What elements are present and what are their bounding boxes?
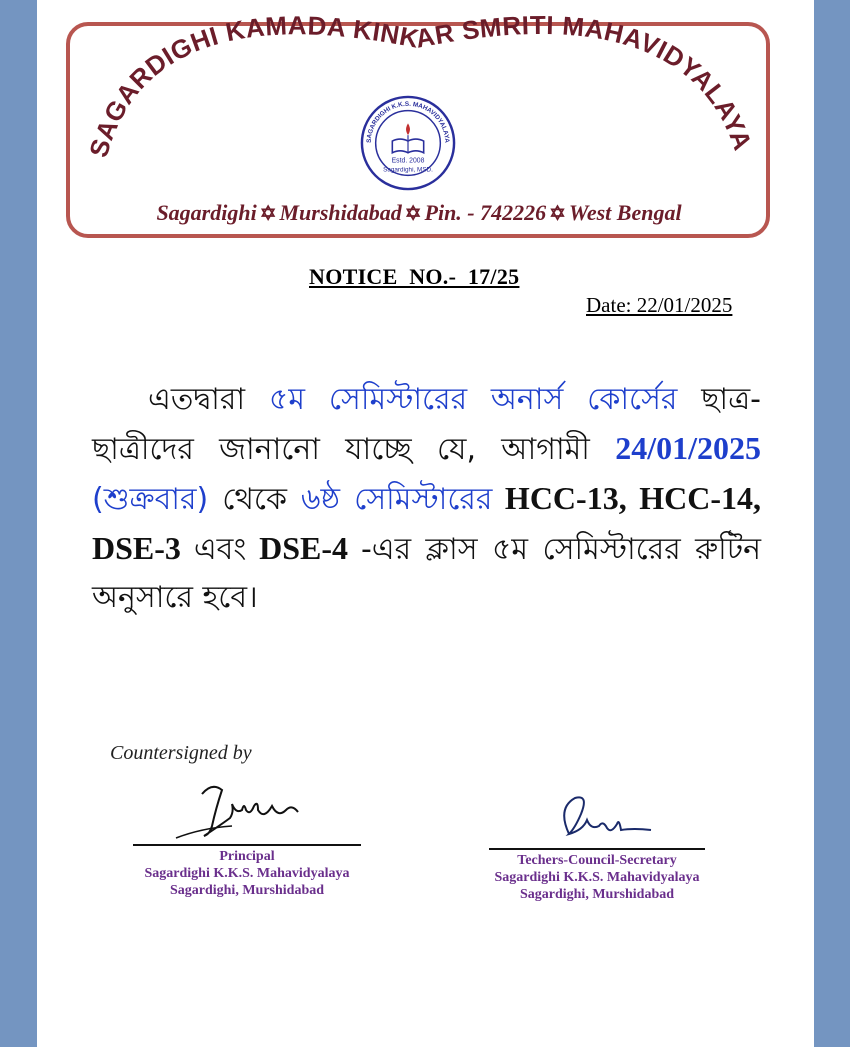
seal-ring-text: SAGARDIGHI K.K.S. MAHAVIDYALAYA bbox=[365, 100, 451, 144]
notice-number: NOTICE NO.- 17/25 bbox=[309, 264, 520, 289]
principal-signature bbox=[172, 778, 312, 842]
body-highlight: ৬ষ্ঠ সেমিস্টারের bbox=[301, 482, 493, 517]
notice-date: Date: 22/01/2025 bbox=[586, 293, 733, 317]
address-district: Murshidabad bbox=[279, 200, 402, 225]
body-part: থেকে bbox=[208, 482, 302, 517]
body-papers: DSE-4 bbox=[246, 530, 361, 566]
college-address bbox=[67, 200, 771, 226]
body-part: -এর ক্লাস ৫ম সেমিস্টারের রুটিন অনুসারে হবে। bbox=[92, 532, 762, 615]
body-part: এবং bbox=[193, 532, 247, 567]
college-seal bbox=[359, 94, 457, 192]
address-pin: Pin. - 742226 bbox=[424, 200, 547, 225]
secretary-block bbox=[489, 848, 705, 903]
principal-college: Sagardighi K.K.S. Mahavidyalaya bbox=[144, 866, 350, 881]
body-highlight: ৫ম সেমিস্টারের অনার্স কোর্সের bbox=[268, 382, 678, 417]
countersigned-label: Countersigned by bbox=[110, 742, 252, 764]
star-of-david-icon: ✡ bbox=[549, 203, 566, 225]
college-name: SAGARDIGHI KAMADA KINKAR SMRITI MAHAVIDYALAYA bbox=[83, 9, 759, 161]
seal-estd: Estd. 2008 bbox=[391, 157, 425, 165]
body-papers: HCC-13, HCC-14, DSE-3 bbox=[92, 480, 762, 566]
signature-line bbox=[133, 844, 361, 846]
principal-place: Sagardighi, Murshidabad bbox=[169, 883, 325, 898]
principal-block bbox=[133, 844, 361, 899]
notice-page bbox=[37, 0, 814, 1047]
seal-place: Sagardighi, MSD. bbox=[383, 166, 433, 174]
body-weekday: (শুক্রবার) bbox=[92, 482, 209, 517]
secretary-college: Sagardighi K.K.S. Mahavidyalaya bbox=[494, 870, 700, 885]
secretary-title: Techers-Council-Secretary bbox=[517, 853, 677, 868]
signature-line bbox=[489, 848, 705, 850]
address-state: West Bengal bbox=[568, 200, 682, 225]
address-town: Sagardighi bbox=[156, 200, 257, 225]
secretary-signature bbox=[547, 790, 667, 846]
star-of-david-icon: ✡ bbox=[404, 203, 422, 225]
notice-body bbox=[92, 376, 761, 622]
body-date: 24/01/2025 bbox=[615, 430, 761, 466]
body-part: ছাত্র-ছাত্রীদের জানানো যাচ্ছে যে, আগামী bbox=[92, 382, 761, 467]
secretary-place: Sagardighi, Murshidabad bbox=[519, 887, 675, 902]
body-part: এতদ্বারা bbox=[148, 382, 269, 417]
star-of-david-icon: ✡ bbox=[259, 203, 277, 225]
principal-title: Principal bbox=[219, 849, 275, 864]
